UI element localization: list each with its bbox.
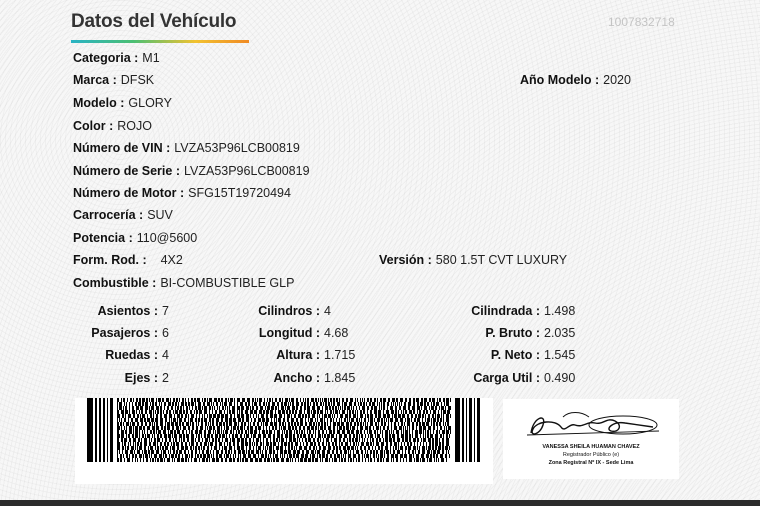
- field-version: [379, 253, 567, 267]
- field-label: Potencia :: [73, 231, 133, 245]
- spec-p-bruto: [420, 326, 575, 340]
- spec-longitud: [222, 326, 348, 340]
- spec-ejes: [60, 371, 169, 385]
- field-label: Marca :: [73, 73, 117, 87]
- field-value: BI-COMBUSTIBLE GLP: [160, 276, 295, 290]
- field-label: Combustible :: [73, 276, 157, 290]
- field-combustible: [73, 276, 294, 290]
- spec-value: 4: [162, 348, 169, 362]
- pdf417-barcode: [75, 398, 493, 484]
- document-number: 1007832718: [608, 15, 675, 29]
- field-value: LVZA53P96LCB00819: [183, 164, 310, 178]
- spec-label: Asientos :: [97, 304, 158, 318]
- field-value: 110@5600: [136, 231, 198, 245]
- field-label: Versión :: [379, 253, 432, 267]
- field-value: M1: [142, 51, 160, 65]
- field-modelo: [73, 96, 172, 110]
- spec-label: Pasajeros :: [91, 326, 158, 340]
- signature-office: Zona Registral Nº IX - Sede Lima: [548, 460, 634, 466]
- spec-altura: [222, 348, 355, 362]
- title-underline: [71, 40, 249, 43]
- field-label: Color :: [73, 119, 114, 133]
- field-marca: [73, 73, 154, 87]
- spec-value: 1.845: [324, 371, 356, 385]
- signature-block: [503, 399, 679, 479]
- field-label: Número de Motor :: [73, 186, 185, 200]
- spec-label: Altura :: [276, 348, 320, 362]
- spec-label: Carga Util :: [473, 371, 540, 385]
- spec-cilindrada: [420, 304, 575, 318]
- spec-value: 1.545: [544, 348, 576, 362]
- field-label: Categoria :: [73, 51, 139, 65]
- field-color: [73, 119, 152, 133]
- field-label: Modelo :: [73, 96, 125, 110]
- field-label: Form. Rod. :: [73, 253, 147, 267]
- field-value: LVZA53P96LCB00819: [174, 141, 300, 155]
- spec-value: 2.035: [544, 326, 576, 340]
- field-value: 580 1.5T CVT LUXURY: [435, 253, 568, 267]
- field-value: 2020: [603, 73, 631, 87]
- field-label: Número de Serie :: [73, 164, 180, 178]
- field-value: GLORY: [128, 96, 172, 110]
- field-categoria: [73, 51, 160, 65]
- page-title: Datos del Vehículo: [71, 11, 237, 32]
- spec-label: Longitud :: [258, 326, 320, 340]
- spec-value: 1.715: [324, 348, 356, 362]
- spec-value: 6: [162, 326, 169, 340]
- spec-label: Ancho :: [273, 371, 320, 385]
- spec-label: Cilindrada :: [471, 304, 540, 318]
- spec-value: 4.68: [324, 326, 349, 340]
- spec-label: P. Bruto :: [485, 326, 540, 340]
- field-motor: [73, 186, 291, 200]
- spec-cilindros: [222, 304, 331, 318]
- signature-name: VANESSA SHEILA HUAMAN CHAVEZ: [542, 444, 640, 450]
- field-value: 4X2: [160, 253, 183, 267]
- field-value: ROJO: [117, 119, 153, 133]
- spec-asientos: [60, 304, 169, 318]
- spec-ruedas: [60, 348, 169, 362]
- spec-pasajeros: [60, 326, 169, 340]
- field-serie: [73, 164, 310, 178]
- spec-label: P. Neto :: [490, 348, 540, 362]
- spec-p-neto: [420, 348, 575, 362]
- field-form-rod: [73, 253, 183, 267]
- signature-role: Registrador Público (e): [562, 452, 620, 458]
- spec-label: Ruedas :: [105, 348, 158, 362]
- spec-label: Cilindros :: [258, 304, 320, 318]
- bottom-edge-bar: [0, 500, 760, 506]
- field-value: DFSK: [120, 73, 155, 87]
- spec-value: 0.490: [544, 371, 576, 385]
- field-label: Carrocería :: [73, 208, 144, 222]
- field-anio-modelo: [520, 73, 631, 87]
- spec-value: 1.498: [544, 304, 576, 318]
- barcode-graphic: [87, 398, 481, 462]
- spec-value: 7: [162, 304, 169, 318]
- field-potencia: [73, 231, 197, 245]
- field-carroceria: [73, 208, 173, 222]
- field-vin: [73, 141, 300, 155]
- spec-label: Ejes :: [124, 371, 158, 385]
- handwritten-signature: [503, 403, 679, 447]
- spec-value: 2: [162, 371, 169, 385]
- field-label: Año Modelo :: [520, 73, 600, 87]
- spec-ancho: [222, 371, 355, 385]
- spec-carga-util: [420, 371, 575, 385]
- field-label: Número de VIN :: [73, 141, 171, 155]
- field-value: SFG15T19720494: [188, 186, 291, 200]
- spec-value: 4: [324, 304, 331, 318]
- field-value: SUV: [147, 208, 173, 222]
